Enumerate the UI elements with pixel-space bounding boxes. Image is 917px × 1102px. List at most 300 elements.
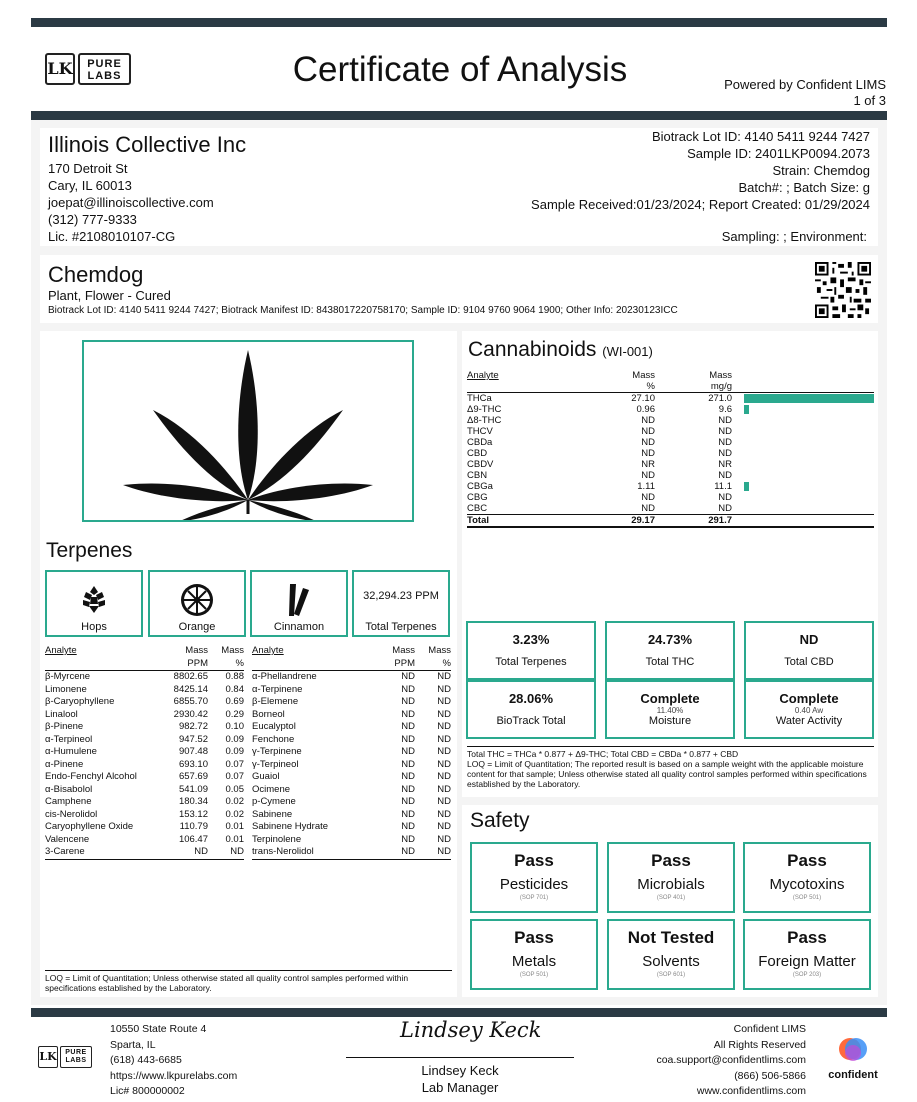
summary-label: Total THC — [645, 656, 695, 668]
terp-unit-ppm: PPM — [394, 657, 415, 669]
terpene-name: β-Elemene — [252, 696, 299, 707]
terpenes-title: Terpenes — [46, 539, 133, 562]
lims-email-link[interactable]: coa.support@confidentlims.com — [656, 1054, 806, 1066]
terpene-header — [252, 645, 451, 658]
cannabinoid-mg: ND — [718, 492, 732, 503]
safety-label: Mycotoxins — [769, 876, 845, 893]
cannabinoid-pct: ND — [641, 415, 655, 426]
summary-value: 24.73% — [647, 632, 693, 647]
lims-phone: (866) 506-5866 — [734, 1069, 806, 1082]
safety-sop: (SOP 501) — [519, 972, 549, 978]
cannabinoid-header — [467, 370, 874, 381]
terpene-name: cis-Nerolidol — [45, 808, 98, 820]
summary-box — [605, 680, 735, 739]
safety-title: Safety — [470, 809, 530, 832]
terpene-name: α-Terpinene — [252, 683, 303, 695]
terpene-row — [45, 696, 244, 709]
lims-name: Confident LIMS — [733, 1023, 806, 1035]
terp-unit-blank — [252, 658, 362, 671]
signature: Lindsey Keck — [400, 1018, 542, 1042]
safety-sop: (SOP 601) — [656, 972, 686, 978]
terpene-pct: 0.69 — [225, 696, 244, 707]
cannabinoid-bar-cell — [732, 393, 874, 405]
terpene-name: Caryophyllene Oxide — [45, 821, 134, 832]
footer-bar — [31, 1008, 887, 1017]
terpene-pct: ND — [437, 683, 451, 695]
terpene-row — [252, 796, 451, 809]
cannabinoid-name: CBG — [467, 492, 488, 503]
terpene-row — [252, 671, 451, 684]
summary-label: Total CBD — [784, 656, 834, 668]
terpene-ppm: ND — [401, 708, 415, 720]
cannabinoids-method: (WI-001) — [602, 344, 653, 359]
terpene-row — [45, 809, 244, 822]
terpene-pct: ND — [437, 696, 451, 707]
cannabinoid-pct: ND — [641, 448, 655, 459]
terpene-row — [45, 684, 244, 697]
terpene-name: γ-Terpinene — [252, 746, 302, 757]
terpene-pct: ND — [437, 758, 451, 770]
summary-box — [744, 621, 874, 680]
summary-value: Complete — [640, 691, 700, 706]
summary-label: BioTrack Total — [496, 715, 566, 727]
client-info — [48, 132, 246, 245]
terpene-name: α-Pinene — [45, 758, 84, 770]
terpene-ppm: ND — [401, 758, 415, 770]
terpene-row — [45, 834, 244, 847]
client-address-1: 170 Detroit St — [48, 161, 128, 176]
terpene-name: Camphene — [45, 796, 92, 807]
summary-label: Moisture — [648, 715, 692, 727]
footer-logo-text-1: PURE — [65, 1049, 87, 1056]
terp-col-ppm: Mass — [392, 645, 415, 656]
terpene-ppm: 110.79 — [179, 821, 208, 832]
cannabinoid-name: THCV — [467, 426, 493, 437]
client-phone: (312) 777-9333 — [48, 212, 137, 227]
safety-result: Pass — [651, 851, 691, 870]
total-terpenes-box — [352, 570, 450, 637]
dates: Sample Received:01/23/2024; Report Created: 01/29/2024 — [531, 197, 870, 212]
batch: Batch#: ; Batch Size: g — [738, 180, 870, 195]
terpene-row — [252, 834, 451, 847]
terpene-name: Limonene — [45, 683, 87, 695]
terpene-ppm: 106.47 — [178, 833, 208, 845]
terpene-pct: ND — [437, 833, 451, 845]
hops-icon — [47, 580, 141, 620]
cannabinoid-name: THCa — [467, 393, 492, 404]
cannabinoid-pct: ND — [641, 426, 655, 437]
cannabinoid-notes — [467, 746, 874, 789]
cinnamon-icon — [252, 580, 346, 620]
logo-letters: LK — [45, 53, 75, 85]
terpene-ppm: 541.09 — [178, 783, 208, 795]
terpene-name: γ-Terpineol — [252, 758, 299, 770]
lab-website-link[interactable]: https://www.lkpurelabs.com — [110, 1069, 238, 1082]
client-license: Lic. #2108010107-CG — [48, 229, 176, 244]
terpene-row — [45, 796, 244, 809]
client-name: Illinois Collective Inc — [48, 132, 247, 157]
cannabinoid-mg: 271.0 — [708, 393, 732, 404]
terpene-row — [45, 759, 244, 772]
lims-website-link[interactable]: www.confidentlims.com — [696, 1085, 806, 1097]
terpene-pct: 0.09 — [225, 746, 244, 757]
cann-col-analyte: Analyte — [467, 370, 499, 381]
cannabinoid-row — [467, 415, 874, 426]
safety-label: Foreign Matter — [758, 953, 856, 970]
signer-title: Lab Manager — [421, 1080, 499, 1095]
cann-unit-blank — [467, 381, 587, 393]
terpene-table-left — [45, 645, 244, 860]
cann-unit-bar — [732, 381, 874, 393]
safety-sop: (SOP 203) — [792, 972, 822, 978]
cannabinoids-title — [468, 338, 653, 362]
terpene-name: trans-Nerolidol — [252, 846, 314, 857]
terpene-ppm: ND — [401, 721, 415, 732]
terpene-pct: ND — [437, 708, 451, 720]
cannabinoid-total-label: Total — [467, 515, 489, 526]
terp-col-pct: Mass — [221, 645, 244, 656]
terpene-pct: 0.02 — [225, 808, 244, 820]
terpene-ppm: ND — [401, 696, 415, 707]
cannabinoid-name: CBD — [467, 448, 488, 459]
terpene-pct: 0.29 — [225, 708, 244, 720]
terpene-name: α-Bisabolol — [45, 783, 93, 795]
client-email[interactable]: joepat@illinoiscollective.com — [48, 195, 214, 210]
terpene-ppm: ND — [401, 683, 415, 695]
cannabinoid-bar-cell — [732, 426, 874, 437]
cann-col-bar — [732, 370, 874, 381]
terpene-ppm: ND — [194, 846, 208, 857]
cannabinoid-total-row — [467, 515, 874, 528]
cannabinoid-bar-cell — [732, 481, 874, 492]
aroma-orange-label: Orange — [178, 621, 216, 633]
terp-col-pct: Mass — [428, 645, 451, 656]
aroma-cinnamon — [250, 570, 348, 637]
sample-name: Chemdog — [48, 262, 144, 287]
aroma-orange — [148, 570, 246, 637]
terpene-pct: ND — [230, 846, 244, 857]
cannabinoid-bar-cell — [732, 404, 874, 415]
cannabinoid-row — [467, 448, 874, 459]
cannabinoid-name: CBDV — [467, 459, 494, 470]
terpene-pct: ND — [437, 821, 451, 832]
cannabinoid-row — [467, 503, 874, 515]
terpene-name: Fenchone — [252, 733, 295, 745]
footer-logo-letters: LK — [38, 1046, 58, 1068]
cannabinoid-total-bar — [732, 515, 874, 528]
safety-test-box — [470, 919, 598, 990]
cannabinoid-bar-cell — [732, 437, 874, 448]
terp-unit-ppm: PPM — [187, 657, 208, 669]
biotrack-lot: Biotrack Lot ID: 4140 5411 9244 7427 — [651, 129, 870, 144]
terpene-ppm: ND — [401, 846, 415, 857]
logo-text — [78, 53, 131, 85]
lab-phone: (618) 443-6685 — [110, 1054, 182, 1066]
cannabinoid-row — [467, 404, 874, 415]
terpene-row — [252, 709, 451, 722]
total-formula-note: Total THC = THCa * 0.877 + Δ9-THC; Total CBD = CBDa * 0.877 + CBD — [467, 749, 739, 759]
terpene-row — [45, 821, 244, 834]
cannabinoid-units — [467, 381, 874, 393]
safety-test-box — [743, 842, 871, 913]
summary-value: Complete — [779, 691, 839, 706]
cannabinoid-bar-cell — [732, 503, 874, 515]
cannabinoid-name: CBDa — [467, 437, 493, 448]
cannabinoid-bar-cell — [732, 448, 874, 459]
terpene-name: Borneol — [252, 708, 285, 720]
summary-value: ND — [799, 632, 819, 647]
terpene-row — [252, 734, 451, 747]
safety-result: Pass — [514, 851, 554, 870]
terpene-row — [45, 721, 244, 734]
cannabinoid-bar-cell — [732, 492, 874, 503]
terpene-ppm: ND — [401, 671, 415, 682]
terpene-name: Endo-Fenchyl Alcohol — [45, 771, 137, 782]
cann-unit-pct: % — [646, 381, 655, 392]
safety-test-box — [470, 842, 598, 913]
cannabinoid-pct: 27.10 — [631, 393, 655, 404]
terpene-row — [252, 684, 451, 697]
cannabinoid-name: Δ9-THC — [467, 404, 502, 415]
cannabinoid-name: CBC — [467, 503, 488, 514]
aroma-hops — [45, 570, 143, 637]
footer-logo — [38, 1046, 92, 1068]
terpene-name: 3-Carene — [45, 846, 85, 857]
terpene-ppm: ND — [401, 821, 415, 832]
terpene-ppm: ND — [401, 733, 415, 745]
lab-city: Sparta, IL — [110, 1038, 156, 1051]
terpene-row — [45, 709, 244, 722]
cannabinoid-bar-cell — [732, 470, 874, 481]
sample-id: Sample ID: 2401LKP0094.2073 — [687, 146, 870, 161]
cannabinoids-title-text: Cannabinoids — [468, 338, 597, 361]
terpene-name: Ocimene — [252, 783, 291, 795]
summary-sub — [468, 648, 594, 656]
summary-sub — [607, 648, 733, 656]
terpene-name: Sabinene Hydrate — [252, 821, 329, 832]
terpene-pct: ND — [437, 808, 451, 820]
lims-rights: All Rights Reserved — [713, 1038, 806, 1051]
terp-col-ppm: Mass — [185, 645, 208, 656]
terpene-pct: 0.88 — [225, 671, 244, 682]
aroma-hops-label: Hops — [81, 621, 107, 633]
lab-address — [110, 1022, 237, 1100]
terpene-pct: ND — [437, 671, 451, 682]
terpene-name: α-Phellandrene — [252, 671, 317, 682]
terpene-row — [252, 759, 451, 772]
terpene-ppm: 153.12 — [178, 808, 208, 820]
client-address-2: Cary, IL 60013 — [48, 178, 132, 193]
terpene-name: β-Myrcene — [45, 671, 91, 682]
sample-info — [48, 262, 678, 318]
safety-test-box — [743, 919, 871, 990]
cannabis-leaf-icon — [84, 342, 412, 520]
terpene-pct: ND — [437, 746, 451, 757]
cannabinoid-table — [467, 370, 874, 528]
cannabinoid-row — [467, 470, 874, 481]
total-terpenes-value: 32,294.23 PPM — [363, 590, 439, 602]
terpene-row — [252, 696, 451, 709]
terpene-ppm: ND — [401, 833, 415, 845]
qr-code-icon — [815, 262, 871, 318]
terpene-name: β-Caryophyllene — [45, 696, 115, 707]
terpene-name: Linalool — [45, 708, 78, 720]
terpene-units — [45, 658, 244, 671]
terpene-pct: 0.01 — [225, 821, 244, 832]
terpene-pct: ND — [437, 846, 451, 857]
cannabinoid-name: CBN — [467, 470, 488, 481]
terpene-name: Guaiol — [252, 771, 280, 782]
safety-result: Not Tested — [627, 928, 715, 947]
cannabinoid-bar-cell — [732, 459, 874, 470]
terpene-name: α-Humulene — [45, 746, 97, 757]
safety-label: Solvents — [642, 953, 700, 970]
cannabinoid-total-pct: 29.17 — [631, 515, 655, 526]
terpene-pct: ND — [437, 783, 451, 795]
safety-result: Pass — [514, 928, 554, 947]
terpene-row — [252, 846, 451, 859]
cannabinoid-name: Δ8-THC — [467, 415, 502, 426]
terpene-table-right — [252, 645, 451, 860]
aroma-cinnamon-label: Cinnamon — [273, 621, 325, 633]
terpene-pct: ND — [437, 771, 451, 782]
terpene-ppm: 907.48 — [178, 746, 208, 757]
cannabinoid-bar — [744, 482, 749, 491]
sample-ids: Biotrack Lot ID: 4140 5411 9244 7427; Biotrack Manifest ID: 8438017220758170; Sample ID: 9104 9760 9064 1900; Other Info: 20230123ICC — [48, 305, 678, 316]
cannabinoid-mg: NR — [718, 459, 732, 470]
terpene-name: α-Terpineol — [45, 733, 93, 745]
terpene-row — [252, 809, 451, 822]
logo-text-1: PURE — [87, 58, 122, 70]
terpene-ppm: ND — [401, 746, 415, 757]
terpene-name: β-Pinene — [45, 721, 84, 732]
cannabinoid-row — [467, 437, 874, 448]
terp-unit-pct: % — [235, 657, 244, 669]
terpene-row — [45, 671, 244, 684]
safety-label: Metals — [511, 953, 557, 970]
terpene-pct: 0.02 — [225, 796, 244, 807]
safety-sop: (SOP 401) — [656, 895, 686, 901]
signer — [346, 1062, 574, 1096]
safety-sop: (SOP 701) — [519, 895, 549, 901]
cannabinoid-mg: 9.6 — [718, 404, 732, 415]
safety-result: Pass — [787, 851, 827, 870]
terp-unit-blank — [45, 658, 155, 671]
sample-image — [82, 340, 414, 522]
terpene-name: p-Cymene — [252, 796, 296, 807]
cannabinoid-pct: 1.11 — [637, 481, 655, 492]
cannabinoid-row — [467, 426, 874, 437]
safety-test-box — [607, 842, 735, 913]
cann-col-mass-mg: Mass — [709, 370, 732, 381]
confident-logo — [822, 1036, 884, 1081]
terpene-ppm: 657.69 — [178, 771, 208, 782]
page-title: Certificate of Analysis — [292, 50, 628, 89]
terpene-name: Eucalyptol — [252, 721, 296, 732]
terpene-pct: 0.10 — [225, 721, 244, 732]
summary-sub — [468, 707, 594, 715]
cann-col-mass-pct: Mass — [632, 370, 655, 381]
terpene-pct: 0.09 — [225, 733, 244, 745]
terpene-row — [45, 784, 244, 797]
terpene-pct: 0.01 — [225, 833, 244, 845]
cannabinoid-pct: ND — [641, 470, 655, 481]
summary-sub: 11.40% — [656, 706, 684, 715]
terpene-ppm: ND — [401, 771, 415, 782]
cannabinoid-bar — [744, 394, 874, 403]
logo-text-2: LABS — [87, 70, 122, 82]
summary-box — [744, 680, 874, 739]
terpene-row — [252, 771, 451, 784]
cannabinoid-row — [467, 481, 874, 492]
sampling: Sampling: ; Environment: — [721, 229, 867, 244]
cannabinoid-mg: ND — [718, 415, 732, 426]
sample-type: Plant, Flower - Cured — [48, 288, 171, 303]
lab-license: Lic# 800000002 — [110, 1085, 185, 1097]
terpene-ppm: 6855.70 — [173, 696, 208, 707]
cannabinoid-mg: ND — [718, 448, 732, 459]
confident-brand: confident — [828, 1069, 878, 1081]
safety-result: Pass — [787, 928, 827, 947]
summary-label: Total Terpenes — [495, 656, 567, 668]
summary-value: 3.23% — [512, 632, 550, 647]
terp-unit-pct: % — [442, 657, 451, 669]
terpene-row — [45, 771, 244, 784]
cannabinoid-row — [467, 459, 874, 470]
signature-line — [346, 1057, 574, 1058]
terpene-pct: ND — [437, 733, 451, 745]
terpene-pct: 0.05 — [225, 783, 244, 795]
cannabinoid-pct: ND — [641, 503, 655, 514]
orange-icon — [150, 580, 244, 620]
terpene-ppm: 693.10 — [178, 758, 208, 770]
terpene-name: Valencene — [45, 833, 90, 845]
cannabinoid-pct: 0.96 — [636, 404, 655, 415]
terpene-pct: 0.07 — [225, 758, 244, 770]
cannabinoid-row — [467, 492, 874, 503]
loq-note: LOQ = Limit of Quantitation; The reported result is based on a sample weight with the applicable moisture content for that sample; Unless otherwise stated all quality control samples performed within specifications established by the Laboratory. — [467, 759, 867, 789]
terpene-row — [45, 846, 244, 859]
summary-sub — [746, 648, 872, 656]
lot-info — [531, 128, 870, 213]
terpene-pct: ND — [437, 796, 451, 807]
terpene-name: Terpinolene — [252, 833, 302, 845]
cannabinoid-mg: 11.1 — [714, 481, 732, 492]
safety-label: Microbials — [637, 876, 705, 893]
terpene-pct: 0.84 — [225, 683, 244, 695]
terpene-ppm: 180.34 — [178, 796, 208, 807]
safety-label: Pesticides — [499, 876, 569, 893]
terpene-ppm: 8802.65 — [173, 671, 208, 682]
cannabinoid-mg: ND — [718, 426, 732, 437]
cann-unit-mg: mg/g — [710, 381, 732, 392]
terpene-row — [252, 721, 451, 734]
terpene-loq-note: LOQ = Limit of Quantitation; Unless otherwise stated all quality control samples performed within specifications established by the Laboratory. — [45, 970, 452, 993]
cannabinoid-total-mg: 291.7 — [708, 515, 732, 526]
strain: Strain: Chemdog — [772, 163, 870, 178]
summary-box — [466, 680, 596, 739]
terpene-row — [45, 746, 244, 759]
cannabinoid-name: CBGa — [467, 481, 493, 492]
confident-logo-icon — [836, 1036, 870, 1066]
terp-col-analyte: Analyte — [252, 645, 284, 656]
terp-col-analyte: Analyte — [45, 645, 77, 656]
page-number: 1 of 3 — [853, 93, 886, 108]
terpene-row — [252, 821, 451, 834]
cannabinoid-row — [467, 393, 874, 405]
terpene-row — [252, 784, 451, 797]
terpene-ppm: ND — [401, 808, 415, 820]
